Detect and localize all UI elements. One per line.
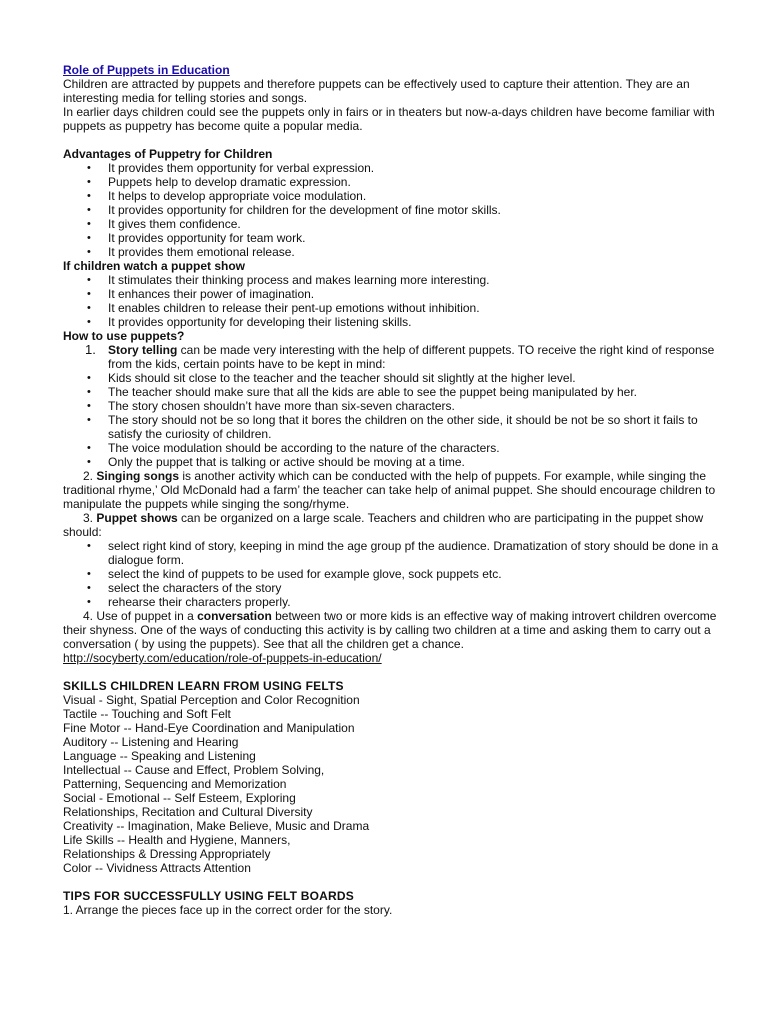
skill-line: Visual - Sight, Spatial Perception and Color Recognition	[63, 693, 360, 707]
list-item: • The story chosen shouldn’t have more than six-seven characters.	[63, 399, 728, 413]
item-number: 4.	[83, 609, 94, 623]
item-text: can be made very interesting with the help of different puppets. TO receive the right kind of response from the kids, certain points have to be kept in mind:	[108, 343, 715, 371]
skill-line: Relationships, Recitation and Cultural Diversity	[63, 805, 313, 819]
watch-list	[63, 273, 728, 329]
list-item: • select right kind of story, keeping in mind the age group pf the audience. Dramatization of story should be done in a dialogue form.	[63, 539, 728, 567]
list-item: • It enables children to release their pent-up emotions without inhibition.	[63, 301, 728, 315]
list-item: • It stimulates their thinking process and makes learning more interesting.	[63, 273, 728, 287]
item-text: is another activity which can be conducted with the help of puppets. For example, while singing the traditional rhyme,’ Old McDonald had a farm’ the teacher can take help of animal puppet. She should encourage children to manipulate the puppets while singing the song/rhyme.	[63, 469, 716, 511]
advantages-heading: Advantages of Puppetry for Children	[63, 147, 273, 161]
list-item: • It provides them opportunity for verbal expression.	[63, 161, 728, 175]
item-text: between two or more kids is an effective way of making introvert children overcome their shyness. One of the ways of conducting this activity is by calling two children at a time and asking them to carry out a conversation ( by using the puppets). See that all the children get a chance.	[63, 609, 717, 651]
list-item: • select the characters of the story	[63, 581, 728, 595]
tips-heading: TIPS FOR SUCCESSFULLY USING FELT BOARDS	[63, 889, 354, 903]
tip-line: 1. Arrange the pieces face up in the correct order for the story.	[63, 903, 393, 917]
numbered-item-3	[63, 511, 728, 539]
intro-paragraph-2: In earlier days children could see the puppets only in fairs or in theaters but now-a-days children have become familiar with puppets as puppetry has become quite a popular media.	[63, 105, 715, 133]
item-number: 3.	[83, 511, 94, 525]
skill-line: Patterning, Sequencing and Memorization	[63, 777, 287, 791]
list-item: • select the kind of puppets to be used for example glove, sock puppets etc.	[63, 567, 728, 581]
list-item: • It provides them emotional release.	[63, 245, 728, 259]
list-item: • It provides opportunity for children for the development of fine motor skills.	[63, 203, 728, 217]
document-title-link[interactable]: Role of Puppets in Education	[63, 63, 230, 77]
skills-list	[63, 693, 728, 875]
skill-line: Color -- Vividness Attracts Attention	[63, 861, 251, 875]
skills-heading: SKILLS CHILDREN LEARN FROM USING FELTS	[63, 679, 344, 693]
list-item: • It provides opportunity for developing their listening skills.	[63, 315, 728, 329]
show-points-list	[63, 539, 728, 609]
source-url-link[interactable]: http://socyberty.com/education/role-of-puppets-in-education/	[63, 651, 382, 665]
intro-paragraph-1: Children are attracted by puppets and therefore puppets can be effectively used to capture their attention. They are an interesting media for telling stories and songs.	[63, 77, 690, 105]
watch-heading: If children watch a puppet show	[63, 259, 246, 273]
list-item: • It helps to develop appropriate voice modulation.	[63, 189, 728, 203]
skill-line: Relationships & Dressing Appropriately	[63, 847, 271, 861]
item-bold-term: Puppet shows	[96, 511, 178, 525]
item-text: can be organized on a large scale. Teachers and children who are participating in the puppet show should:	[63, 511, 704, 539]
numbered-item-4	[63, 609, 728, 651]
skill-line: Language -- Speaking and Listening	[63, 749, 256, 763]
item-bold-term: Singing songs	[96, 469, 180, 483]
list-item: • rehearse their characters properly.	[63, 595, 728, 609]
list-item: • The story should not be so long that it bores the children on the other side, it should be not be so short it fails to satisfy the curiosity of children.	[63, 413, 728, 441]
howto-heading: How to use puppets?	[63, 329, 185, 343]
list-item: • It provides opportunity for team work.	[63, 231, 728, 245]
list-item: • Kids should sit close to the teacher and the teacher should sit slightly at the higher level.	[63, 371, 728, 385]
item-text-pre: Use of puppet in a	[93, 609, 198, 623]
skill-line: Social - Emotional -- Self Esteem, Exploring	[63, 791, 296, 805]
item-number: 2.	[83, 469, 94, 483]
list-item: • Only the puppet that is talking or active should be moving at a time.	[63, 455, 728, 469]
skill-line: Intellectual -- Cause and Effect, Problem Solving,	[63, 763, 325, 777]
skill-line: Fine Motor -- Hand-Eye Coordination and Manipulation	[63, 721, 355, 735]
advantages-list	[63, 161, 728, 259]
list-item: • The teacher should make sure that all the kids are able to see the puppet being manipulated by her.	[63, 385, 728, 399]
numbered-item-2	[63, 469, 728, 511]
list-item: • Puppets help to develop dramatic expression.	[63, 175, 728, 189]
item-number: 1.	[85, 342, 96, 357]
item-bold-term: Story telling	[108, 343, 178, 357]
list-item: • It gives them confidence.	[63, 217, 728, 231]
skill-line: Creativity -- Imagination, Make Believe, Music and Drama	[63, 819, 370, 833]
skill-line: Life Skills -- Health and Hygiene, Manners,	[63, 833, 291, 847]
list-item: • The voice modulation should be according to the nature of the characters.	[63, 441, 728, 455]
skill-line: Auditory -- Listening and Hearing	[63, 735, 239, 749]
item-bold-term: conversation	[197, 609, 272, 623]
numbered-item-1	[63, 343, 728, 371]
story-points-list	[63, 371, 728, 469]
list-item: • It enhances their power of imagination.	[63, 287, 728, 301]
skill-line: Tactile -- Touching and Soft Felt	[63, 707, 231, 721]
